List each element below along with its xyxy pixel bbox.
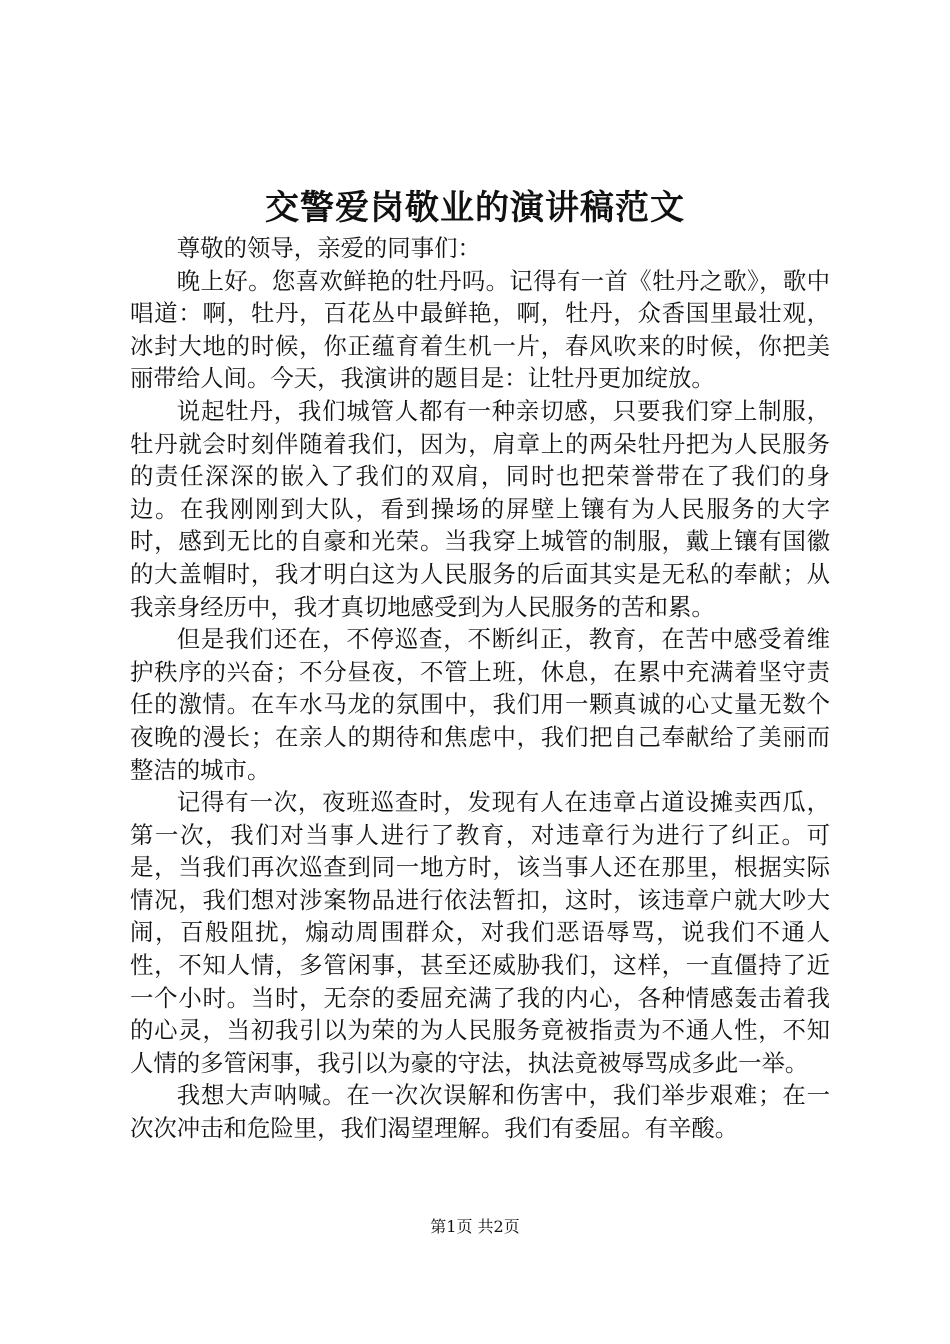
body-paragraph: 我想大声呐喊。在一次次误解和伤害中，我们举步艰难；在一次次冲击和危险里，我们渴望理解。我们有委屈。有辛酸。 [130,1081,830,1143]
document-title: 交警爱岗敬业的演讲稿范文 [265,188,685,228]
body-paragraph: 记得有一次，夜班巡查时，发现有人在违章占道设摊卖西瓜，第一次，我们对当事人进行了教育，对违章行为进行了纠正。可是，当我们再次巡查到同一地方时，该当事人还在那里，根据实际情况，我们想对涉案物品进行依法暂扣，这时，该违章户就大吵大闹，百般阻扰，煽动周围群众，对我们恶语辱骂，说我们不通人性，不知人情，多管闲事，甚至还威胁我们，这样，一直僵持了近一个小时。当时，无奈的委屈充满了我的内心，各种情感轰击着我的心灵，当初我引以为荣的为人民服务竟被指责为不通人性，不知人情的多管闲事，我引以为豪的守法，执法竟被辱骂成多此一举。 [130,788,830,1077]
body-paragraph: 晚上好。您喜欢鲜艳的牡丹吗。记得有一首《牡丹之歌》，歌中唱道：啊，牡丹，百花丛中最鲜艳，啊，牡丹，众香国里最壮观，冰封大地的时候，你正蕴育着生机一片，春风吹来的时候，你把美丽带给人间。今天，我演讲的题目是：让牡丹更加绽放。 [130,266,830,393]
salutation-paragraph: 尊敬的领导，亲爱的同事们： [176,234,481,262]
body-paragraph: 但是我们还在，不停巡查，不断纠正，教育，在苦中感受着维护秩序的兴奋；不分昼夜，不管上班，休息，在累中充满着坚守责任的激情。在车水马龙的氛围中，我们用一颗真诚的心丈量无数个夜晚的漫长；在亲人的期待和焦虑中，我们把自己奉献给了美丽而整洁的城市。 [130,625,830,784]
body-paragraph: 说起牡丹，我们城管人都有一种亲切感，只要我们穿上制服，牡丹就会时刻伴随着我们，因为，肩章上的两朵牡丹把为人民服务的责任深深的嵌入了我们的双肩，同时也把荣誉带在了我们的身边。在我刚刚到大队，看到操场的屏壁上镶有为人民服务的大字时，感到无比的自豪和光荣。当我穿上城管的制服，戴上镶有国徽的大盖帽时，我才明白这为人民服务的后面其实是无私的奉献；从我亲身经历中，我才真切地感受到为人民服务的苦和累。 [130,396,830,621]
document-body [130,232,830,1145]
page-footer: 第1页 共2页 [430,1217,520,1236]
